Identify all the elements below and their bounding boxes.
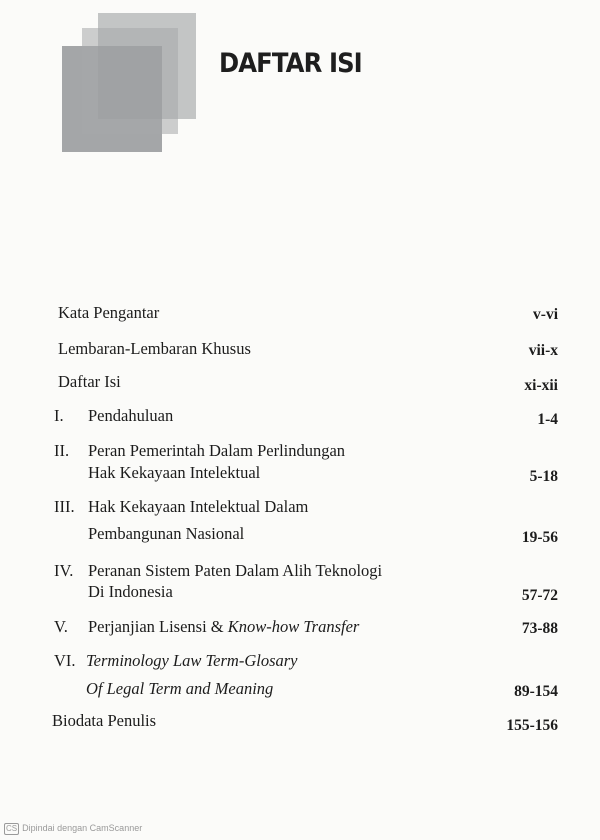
toc-page-terminology: 89-154 — [514, 683, 558, 700]
toc-entry-hak-kekayaan-cont: Pembangunan Nasional — [88, 524, 245, 543]
toc-number-iii: III. — [54, 497, 75, 516]
toc-entry-peran-pemerintah: Peran Pemerintah Dalam Perlindungan — [88, 441, 346, 460]
toc-entry-kata-pengantar: Kata Pengantar — [58, 303, 160, 322]
toc-page-perjanjian-lisensi: 73-88 — [521, 620, 558, 637]
toc-entry-perjanjian-lisensi — [88, 617, 359, 637]
toc-number-v: V. — [54, 617, 68, 636]
toc-entry-peranan-sistem-paten: Peranan Sistem Paten Dalam Alih Teknologi — [88, 561, 383, 580]
scanner-watermark-text: Dipindai dengan CamScanner — [22, 823, 143, 833]
toc-page-hak-kekayaan: 19-56 — [521, 529, 558, 546]
toc-page-peranan-sistem-paten: 57-72 — [521, 587, 558, 604]
toc-entry-biodata-penulis: Biodata Penulis — [52, 711, 157, 730]
camscanner-logo-icon: CS — [6, 824, 18, 833]
toc-number-ii: II. — [54, 441, 70, 460]
toc-entry-perjanjian-lisensi-plain: Perjanjian Lisensi & — [88, 617, 228, 636]
toc-entry-terminology: Terminology Law Term-Glosary — [86, 651, 298, 670]
toc-page-daftar-isi: xi-xii — [524, 377, 558, 394]
toc-number-iv: IV. — [54, 561, 74, 580]
toc-page-kata-pengantar: v-vi — [533, 306, 558, 323]
scanner-watermark — [4, 823, 142, 835]
toc-page-peran-pemerintah: 5-18 — [529, 468, 558, 485]
toc-page-lembaran-khusus: vii-x — [528, 342, 558, 359]
toc-entry-hak-kekayaan: Hak Kekayaan Intelektual Dalam — [88, 497, 309, 516]
toc-entry-lembaran-khusus: Lembaran-Lembaran Khusus — [58, 339, 251, 358]
toc-number-vi: VI. — [54, 651, 76, 670]
toc-entry-peranan-sistem-paten-cont: Di Indonesia — [88, 582, 173, 601]
toc-entry-pendahuluan: Pendahuluan — [88, 406, 174, 425]
page-title: DAFTAR ISI — [219, 48, 362, 79]
toc-page-pendahuluan: 1-4 — [537, 411, 558, 428]
toc-page-biodata-penulis: 155-156 — [506, 717, 558, 734]
toc-entry-daftar-isi: Daftar Isi — [58, 372, 121, 391]
toc-entry-perjanjian-lisensi-italic: Know-how Transfer — [227, 617, 360, 636]
toc-entry-peran-pemerintah-cont: Hak Kekayaan Intelektual — [88, 463, 261, 482]
toc-entry-terminology-cont: Of Legal Term and Meaning — [86, 679, 274, 698]
toc-number-i: I. — [54, 406, 64, 425]
